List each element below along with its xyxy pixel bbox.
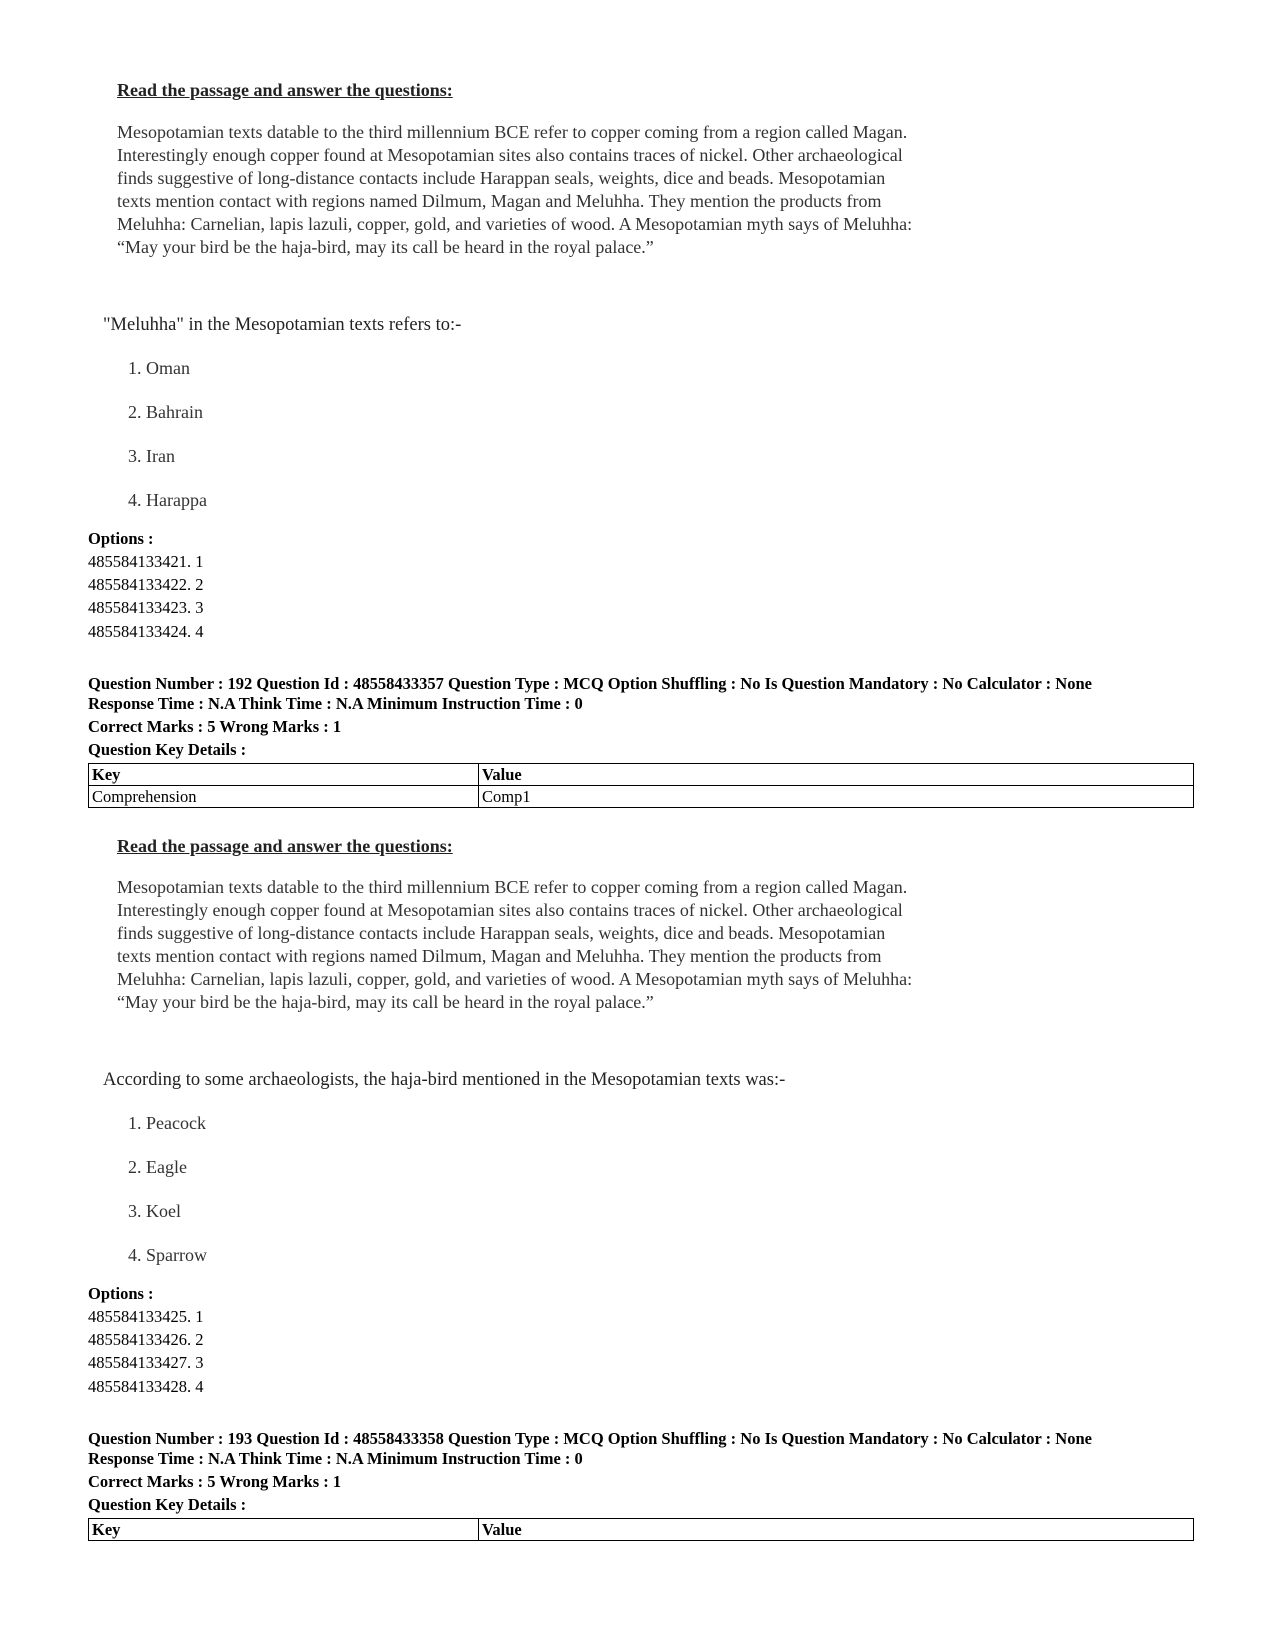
question-meta-timing: Response Time : N.A Think Time : N.A Minimum Instruction Time : 0 [88,1449,583,1468]
question-meta: Question Number : 193 Question Id : 48558433358 Question Type : MCQ Option Shuffling : No Is Question Mandatory : No Calculator : None [88,1429,1092,1448]
passage-text [117,876,1017,1014]
question-marks: Correct Marks : 5 Wrong Marks : 1 [88,1472,342,1491]
table-header-value: Value [479,1519,1194,1541]
option-id: 485584133428. 4 [88,1377,204,1396]
question-meta: Question Number : 192 Question Id : 48558433357 Question Type : MCQ Option Shuffling : No Is Question Mandatory : No Calculator : None [88,674,1092,693]
question-key-details-label: Question Key Details : [88,740,247,759]
passage-text [117,121,1017,259]
option-id: 485584133422. 2 [88,575,204,594]
question-stem: According to some archaeologists, the haja-bird mentioned in the Mesopotamian texts was:- [103,1070,786,1090]
key-value-table [88,1518,1194,1541]
table-header-row [89,1519,1194,1541]
passage-title: Read the passage and answer the questions: [117,80,453,100]
passage-line: finds suggestive of long-distance contacts include Harappan seals, weights, dice and beads. Mesopotamian [117,168,886,188]
choice-item: 3. Koel [128,1201,181,1221]
table-cell-value: Comp1 [479,786,1194,808]
passage-line: Interestingly enough copper found at Mesopotamian sites also contains traces of nickel. Other archaeological [117,900,903,920]
table-header-key: Key [89,1519,479,1541]
table-cell-key: Comprehension [89,786,479,808]
choice-item: 4. Harappa [128,490,207,510]
option-id: 485584133421. 1 [88,552,204,571]
table-header-row [89,764,1194,786]
question-marks: Correct Marks : 5 Wrong Marks : 1 [88,717,342,736]
table-header-key: Key [89,764,479,786]
passage-line: texts mention contact with regions named Dilmum, Magan and Meluhha. They mention the products from [117,191,882,211]
question-meta-timing: Response Time : N.A Think Time : N.A Minimum Instruction Time : 0 [88,694,583,713]
option-id: 485584133425. 1 [88,1307,204,1326]
options-label: Options : [88,529,154,548]
passage-line: Interestingly enough copper found at Mesopotamian sites also contains traces of nickel. Other archaeological [117,145,903,165]
choice-item: 3. Iran [128,446,175,466]
table-row [89,786,1194,808]
key-value-table [88,763,1194,808]
option-id: 485584133424. 4 [88,622,204,641]
passage-line: “May your bird be the haja-bird, may its call be heard in the royal palace.” [117,992,654,1012]
table-header-value: Value [479,764,1194,786]
choice-item: 2. Eagle [128,1157,187,1177]
passage-line: Mesopotamian texts datable to the third millennium BCE refer to copper coming from a region called Magan. [117,877,908,897]
passage-line: texts mention contact with regions named Dilmum, Magan and Meluhha. They mention the products from [117,946,882,966]
option-id: 485584133423. 3 [88,598,204,617]
passage-line: Meluhha: Carnelian, lapis lazuli, copper, gold, and varieties of wood. A Mesopotamian myth says of Meluhha: [117,969,913,989]
option-id: 485584133426. 2 [88,1330,204,1349]
options-label: Options : [88,1284,154,1303]
passage-line: Mesopotamian texts datable to the third millennium BCE refer to copper coming from a region called Magan. [117,122,908,142]
passage-line: finds suggestive of long-distance contacts include Harappan seals, weights, dice and beads. Mesopotamian [117,923,886,943]
passage-line: “May your bird be the haja-bird, may its call be heard in the royal palace.” [117,237,654,257]
choice-item: 4. Sparrow [128,1245,207,1265]
option-id: 485584133427. 3 [88,1353,204,1372]
question-key-details-label: Question Key Details : [88,1495,247,1514]
passage-line: Meluhha: Carnelian, lapis lazuli, copper, gold, and varieties of wood. A Mesopotamian myth says of Meluhha: [117,214,913,234]
question-stem: "Meluhha" in the Mesopotamian texts refers to:- [103,315,462,335]
choice-item: 1. Peacock [128,1113,206,1133]
choice-item: 2. Bahrain [128,402,203,422]
choice-item: 1. Oman [128,358,190,378]
passage-title: Read the passage and answer the questions: [117,836,453,856]
